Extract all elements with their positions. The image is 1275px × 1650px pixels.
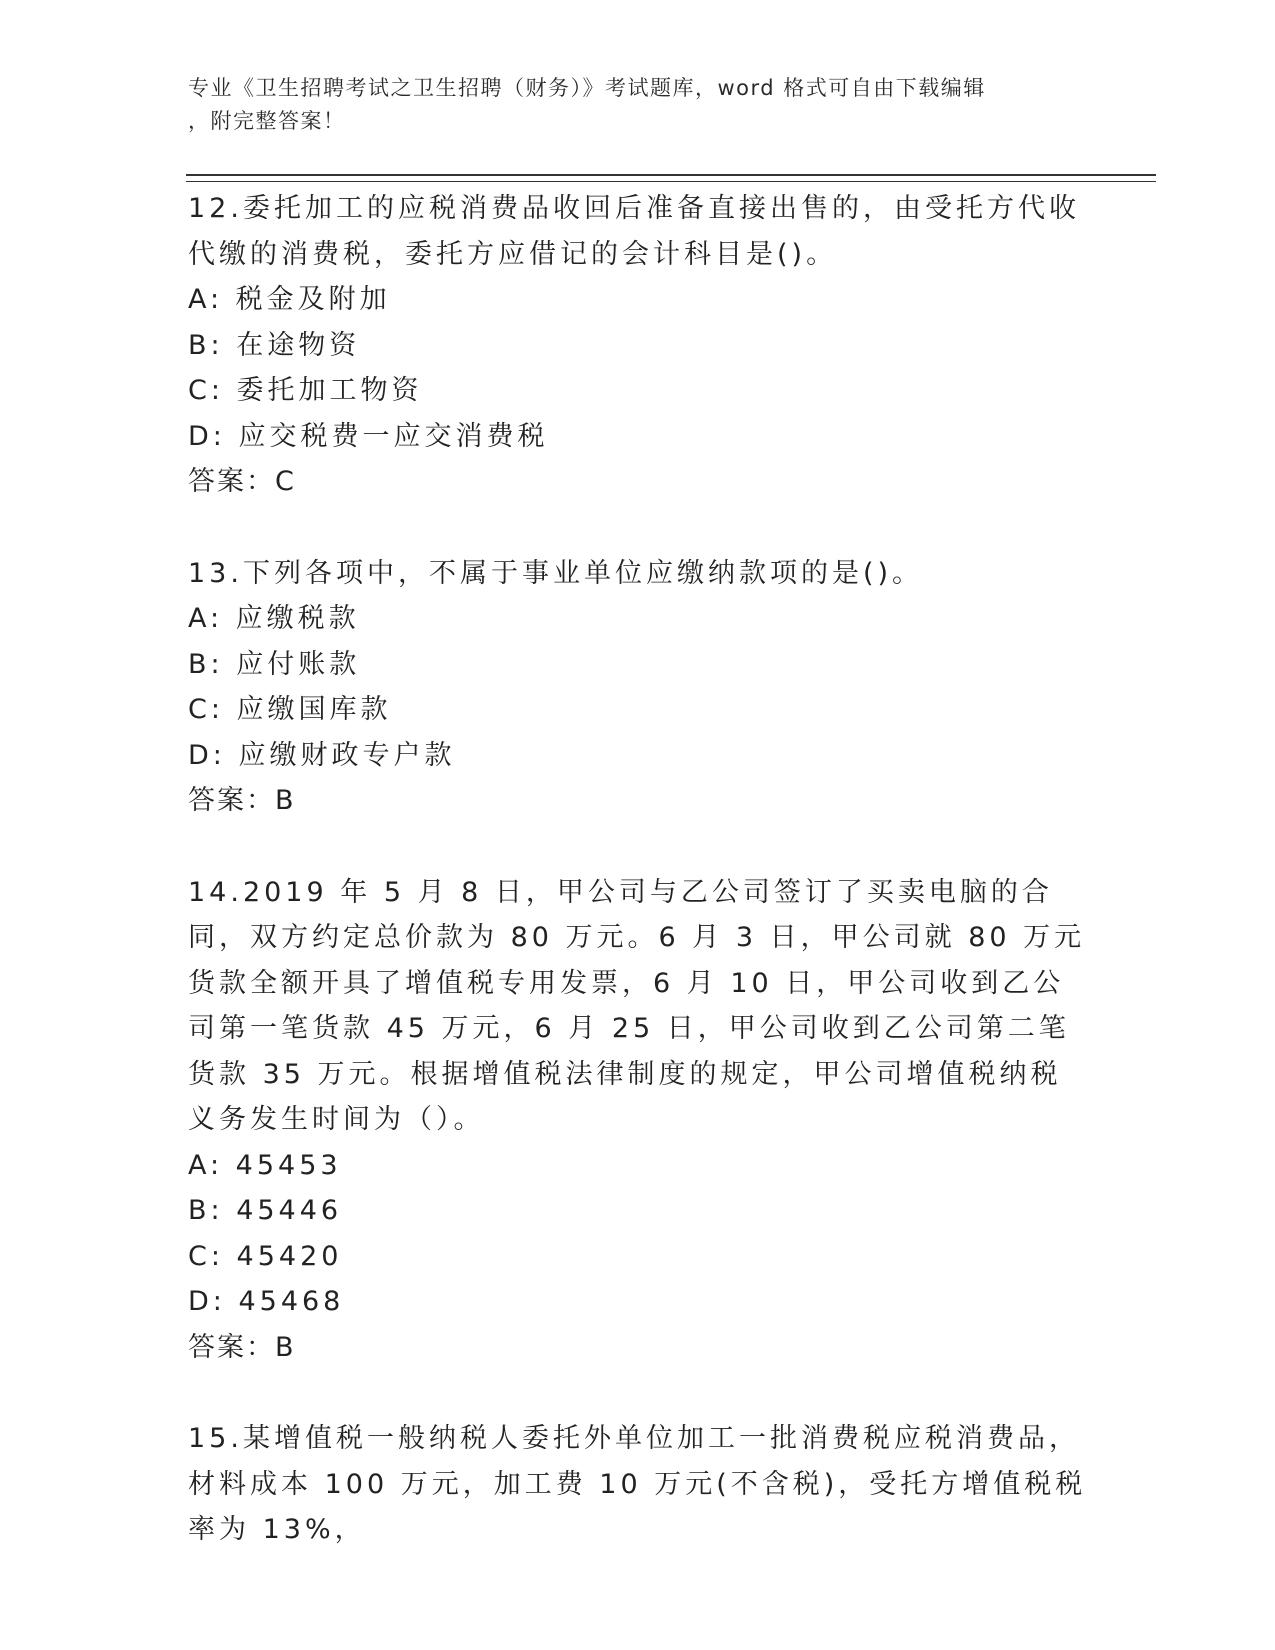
question-list xyxy=(188,186,1088,1599)
header-divider-thin xyxy=(186,181,1156,182)
option-c: C: 应缴国库款 xyxy=(188,694,392,725)
option-d: D: 应缴财政专户款 xyxy=(188,739,456,771)
question-14 xyxy=(188,870,1088,1371)
header-line-1: 专业《卫生招聘考试之卫生招聘（财务）》考试题库，word 格式可自由下载编辑 xyxy=(188,76,986,100)
answer: 答案：B xyxy=(188,1331,296,1363)
question-text: 13.下列各项中，不属于事业单位应缴纳款项的是()。 xyxy=(188,557,924,589)
option-c: C: 委托加工物资 xyxy=(188,375,423,406)
answer: 答案：B xyxy=(188,785,296,816)
document-header xyxy=(188,72,1088,138)
question-text: 12.委托加工的应税消费品收回后准备直接出售的，由受托方代收代缴的消费税，委托方应借记的会计科目是()。 xyxy=(188,193,1080,270)
answer: 答案：C xyxy=(188,466,296,497)
question-text: 15.某增值税一般纳税人委托外单位加工一批消费税应税消费品，材料成本 100 万元，加工费 10 万元(不含税)，受托方增值税税率为 13%， xyxy=(188,1423,1087,1545)
question-13 xyxy=(188,551,1088,824)
header-line-2: ，附完整答案！ xyxy=(188,109,346,133)
question-12 xyxy=(188,186,1088,505)
option-b: B: 在途物资 xyxy=(188,329,361,361)
option-d: D: 应交税费一应交消费税 xyxy=(188,420,549,452)
option-a: A: 45453 xyxy=(188,1149,342,1181)
question-text: 14.2019 年 5 月 8 日，甲公司与乙公司签订了买卖电脑的合同，双方约定总价款为 80 万元。6 月 3 日，甲公司就 80 万元货款全额开具了增值税专用发票，6 月 10 日，甲公司收到乙公司第一笔货款 45 万元，6 月 25 日，甲公司收到乙公司第二笔货款 35 万元。根据增值税法律制度的规定，甲公司增值税纳税义务发生时间为（）。 xyxy=(188,876,1086,1135)
header-divider-thick xyxy=(186,174,1156,176)
question-15 xyxy=(188,1416,1088,1553)
option-c: C: 45420 xyxy=(188,1240,343,1272)
option-b: B: 应付账款 xyxy=(188,648,361,680)
option-d: D: 45468 xyxy=(188,1286,345,1317)
option-b: B: 45446 xyxy=(188,1195,343,1226)
option-a: A: 应缴税款 xyxy=(188,603,360,634)
option-a: A: 税金及附加 xyxy=(188,284,391,315)
